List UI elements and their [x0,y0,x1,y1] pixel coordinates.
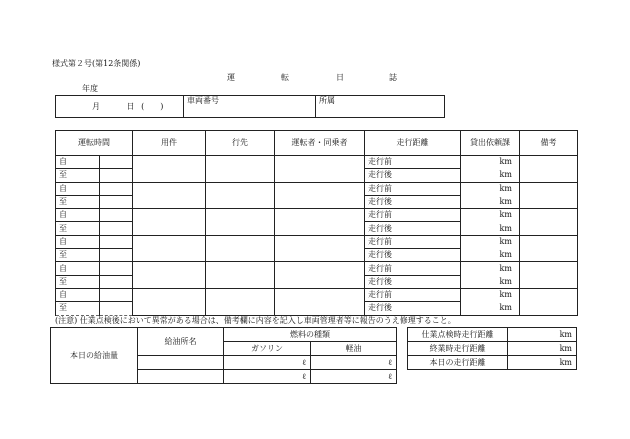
to-label: 至 [59,276,67,286]
time-field[interactable] [100,156,133,169]
time-field[interactable] [100,209,133,222]
gasoline-header: ガソリン [224,342,311,356]
title-char: 運 [227,73,235,82]
end-distance-label: 終業時走行距離 [408,342,508,356]
purpose-field[interactable] [133,288,206,315]
liter-unit: ℓ [302,371,306,381]
after-label: 走行後 [368,197,392,207]
title-char: 転 [281,73,289,82]
start-distance-field[interactable] [508,328,577,342]
end-time-cell[interactable] [56,195,100,208]
remarks-field[interactable] [520,209,578,236]
from-label: 自 [59,210,67,220]
time-field[interactable] [100,302,133,315]
purpose-field[interactable] [133,156,206,183]
remarks-field[interactable] [520,288,578,315]
after-label: 走行後 [368,276,392,286]
destination-field[interactable] [206,235,275,262]
month-label: 月 [92,101,100,111]
vehicle-number-label: 車両番号 [187,96,219,105]
remarks-field[interactable] [520,235,578,262]
purpose-field[interactable] [133,235,206,262]
col-header: 備考 [520,131,578,156]
col-header: 貸出依頼課 [461,131,520,156]
log-row [56,209,578,222]
destination-field[interactable] [206,209,275,236]
time-field[interactable] [100,195,133,208]
col-header: 用件 [133,131,206,156]
remarks-field[interactable] [520,182,578,209]
time-field[interactable] [100,249,133,262]
odometer-before-field[interactable]: 走行前 km [365,262,461,275]
odometer-after-field[interactable]: 走行後 km [365,302,461,315]
start-time-cell[interactable] [56,262,100,275]
from-label: 自 [59,183,67,193]
col-header: 行先 [206,131,275,156]
odometer-before-field[interactable]: 走行前 km [365,235,461,248]
log-row [56,182,578,195]
liter-unit: ℓ [302,357,306,367]
affiliation-field[interactable] [316,96,445,118]
gasoline-field[interactable] [224,356,311,370]
time-field[interactable] [100,275,133,288]
odometer-before-field[interactable]: 走行前 km [365,288,461,301]
log-row [56,288,578,301]
driver-field[interactable] [275,235,365,262]
before-label: 走行前 [368,210,392,220]
fuel-kind-header: 燃料の種類 [224,328,397,342]
km-unit: km [559,343,572,353]
end-time-cell[interactable] [56,169,100,182]
liter-unit: ℓ [388,371,392,381]
log-header-row [56,131,578,156]
col-header: 運転者・同乗者 [275,131,365,156]
diesel-header: 軽油 [311,342,397,356]
destination-field[interactable] [206,182,275,209]
station-field[interactable] [138,356,224,370]
odometer-before-field[interactable]: 走行前 km [365,209,461,222]
col-header: 走行距離 [365,131,461,156]
from-label: 自 [59,263,67,273]
after-label: 走行後 [368,250,392,260]
odometer-after-field[interactable]: 走行後 km [365,275,461,288]
remarks-field[interactable] [520,156,578,183]
from-label: 自 [59,157,67,167]
from-label: 自 [59,236,67,246]
to-label: 至 [59,250,67,260]
driver-field[interactable] [275,262,365,289]
odometer-after-field[interactable]: 走行後 km [365,249,461,262]
log-row [56,235,578,248]
col-header: 運転時間 [56,131,133,156]
purpose-field[interactable] [133,209,206,236]
driving-log-table [55,130,578,316]
before-label: 走行前 [368,157,392,167]
start-distance-label: 仕業点検時走行距離 [408,328,508,342]
before-label: 走行前 [368,183,392,193]
station-field[interactable] [138,370,224,384]
driver-field[interactable] [275,288,365,315]
weekday-paren: ( ) [141,101,164,111]
purpose-field[interactable] [133,262,206,289]
before-label: 走行前 [368,290,392,300]
affiliation-label: 所属 [319,96,335,105]
remarks-field[interactable] [520,262,578,289]
odometer-after-field[interactable]: 走行後 km [365,195,461,208]
time-field[interactable] [100,288,133,301]
odometer-before-field[interactable]: 走行前 km [365,156,461,169]
log-row [56,156,578,169]
to-label: 至 [59,303,67,313]
date-cell[interactable] [56,96,184,118]
start-time-cell[interactable] [56,182,100,195]
after-label: 走行後 [368,303,392,313]
driver-field[interactable] [275,156,365,183]
vehicle-number-field[interactable] [184,96,316,118]
end-time-cell[interactable] [56,302,100,315]
year-label: 年度 [82,84,98,93]
odometer-before-field[interactable]: 走行前 km [365,182,461,195]
header-table [55,95,445,118]
start-time-cell[interactable] [56,156,100,169]
time-field[interactable] [100,262,133,275]
day-label: 日 [126,101,135,111]
station-header: 給油所名 [138,328,224,356]
start-time-cell[interactable] [56,235,100,248]
after-label: 走行後 [368,170,392,180]
diesel-field[interactable] [311,356,397,370]
end-time-cell[interactable] [56,275,100,288]
gasoline-field[interactable] [224,370,311,384]
fuel-table [50,327,397,384]
start-time-cell[interactable] [56,209,100,222]
form-id: 様式第２号(第12条関係) [52,59,141,68]
to-label: 至 [59,197,67,207]
today-distance-label: 本日の走行距離 [408,356,508,370]
start-time-cell[interactable] [56,288,100,301]
km-unit: km [559,329,572,339]
km-unit: km [559,357,572,367]
purpose-field[interactable] [133,182,206,209]
odometer-after-field[interactable]: 走行後 km [365,169,461,182]
odometer-after-field[interactable]: 走行後 km [365,222,461,235]
from-label: 自 [59,290,67,300]
destination-field[interactable] [206,288,275,315]
liter-unit: ℓ [388,357,392,367]
diesel-field[interactable] [311,370,397,384]
after-label: 走行後 [368,223,392,233]
log-row [56,262,578,275]
before-label: 走行前 [368,236,392,246]
fuel-amount-title: 本日の給油量 [51,328,138,384]
before-label: 走行前 [368,263,392,273]
time-field[interactable] [100,169,133,182]
driver-field[interactable] [275,182,365,209]
to-label: 至 [59,170,67,180]
title-char: 日 [336,73,344,82]
end-distance-field[interactable] [508,342,577,356]
title-char: 誌 [389,73,397,82]
time-field[interactable] [100,182,133,195]
distance-table [407,327,577,370]
to-label: 至 [59,223,67,233]
time-field[interactable] [100,235,133,248]
destination-field[interactable] [206,156,275,183]
driver-field[interactable] [275,209,365,236]
caution-note: (注意) 仕業点検後において異常がある場合は、備考欄に内容を記入し車両管理者等に報告のうえ修理すること。 [55,316,456,325]
destination-field[interactable] [206,262,275,289]
today-distance-field[interactable] [508,356,577,370]
end-time-cell[interactable] [56,222,100,235]
time-field[interactable] [100,222,133,235]
end-time-cell[interactable] [56,249,100,262]
